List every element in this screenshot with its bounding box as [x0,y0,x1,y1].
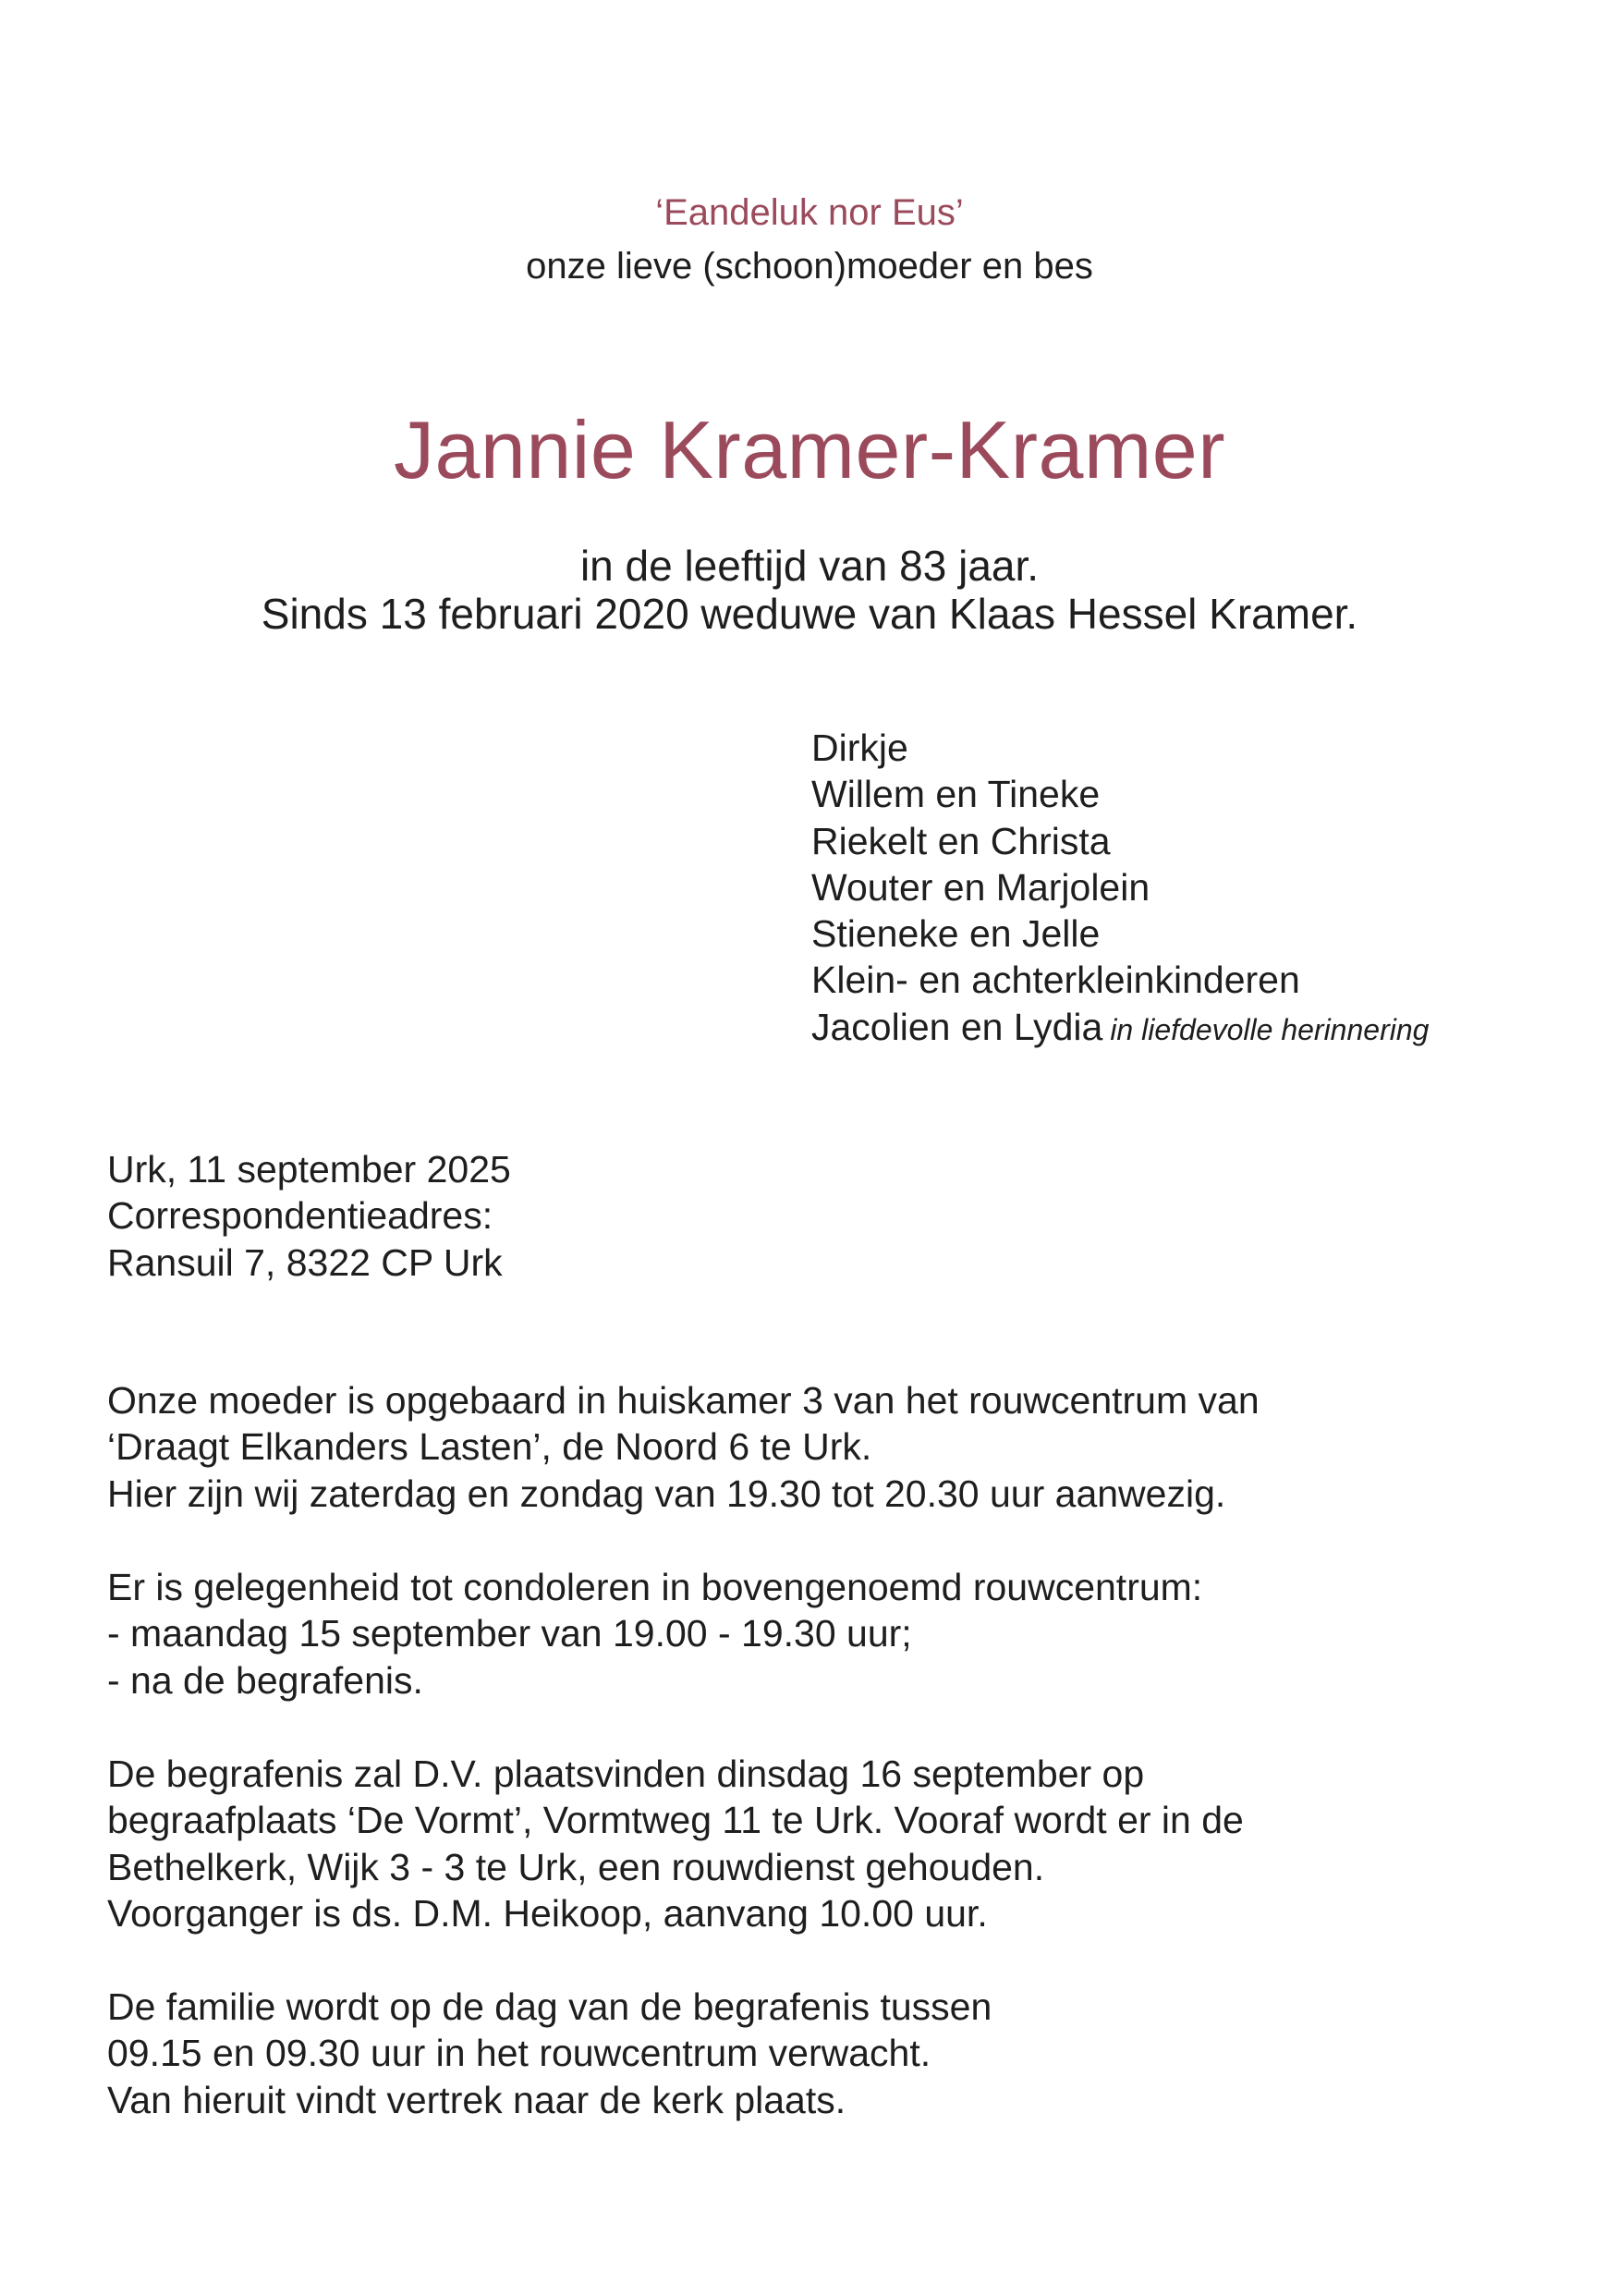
text-line: De familie wordt op de dag van de begrafenis tussen [107,1985,992,2028]
viewing-paragraph [107,1377,1260,1517]
correspondence-label: Correspondentieadres: [107,1194,493,1238]
text-line: Er is gelegenheid tot condoleren in bovengenoemd rouwcentrum: [107,1566,1203,1608]
family-member: Riekelt en Christa [811,819,1111,862]
family-member: Stieneke en Jelle [811,912,1101,956]
family-member-in-memory [811,1004,1429,1053]
place-date-block [107,1146,511,1286]
text-line: - maandag 15 september van 19.00 - 19.30 uur; [107,1612,912,1655]
correspondence-address: Ransuil 7, 8322 CP Urk [107,1240,503,1284]
text-line: Van hieruit vindt vertrek naar de kerk plaats. [107,2078,846,2121]
text-line: De begrafenis zal D.V. plaatsvinden dinsdag 16 september op [107,1753,1145,1795]
text-line: Onze moeder is opgebaard in huiskamer 3 van het rouwcentrum van [107,1379,1260,1422]
text-line: Bethelkerk, Wijk 3 - 3 te Urk, een rouwdienst gehouden. [107,1845,1045,1888]
place-date: Urk, 11 september 2025 [107,1148,511,1191]
motto: ‘Eandeluk nor Eus’ [655,192,964,233]
widow-line: Sinds 13 februari 2020 weduwe van Klaas Hessel Kramer. [261,590,1358,638]
condolence-paragraph [107,1564,1202,1704]
family-arrival-paragraph [107,1984,992,2123]
deceased-name: Jannie Kramer-Kramer [393,404,1226,495]
family-list [811,725,1429,1053]
family-member: Dirkje [811,727,908,769]
text-line: Hier zijn wij zaterdag en zondag van 19.30 tot 20.30 uur aanwezig. [107,1472,1226,1515]
family-member: Wouter en Marjolein [811,865,1150,909]
family-member: Klein- en achterkleinkinderen [811,959,1300,1002]
text-line: 09.15 en 09.30 uur in het rouwcentrum verwacht. [107,2032,931,2075]
text-line: ‘Draagt Elkanders Lasten’, de Noord 6 te Urk. [107,1425,872,1469]
subtitle: onze lieve (schoon)moeder en bes [526,246,1093,287]
memory-note: in liefdevolle herinnering [1110,1012,1430,1046]
text-line: Voorganger is ds. D.M. Heikoop, aanvang 10.00 uur. [107,1892,988,1936]
age-line: in de leeftijd van 83 jaar. [579,542,1040,590]
family-member-name: Jacolien en Lydia [811,1005,1103,1048]
text-line: - na de begrafenis. [107,1658,423,1702]
family-member: Willem en Tineke [811,773,1101,816]
funeral-paragraph [107,1751,1244,1937]
text-line: begraafplaats ‘De Vormt’, Vormtweg 11 te Urk. Vooraf wordt er in de [107,1799,1244,1842]
